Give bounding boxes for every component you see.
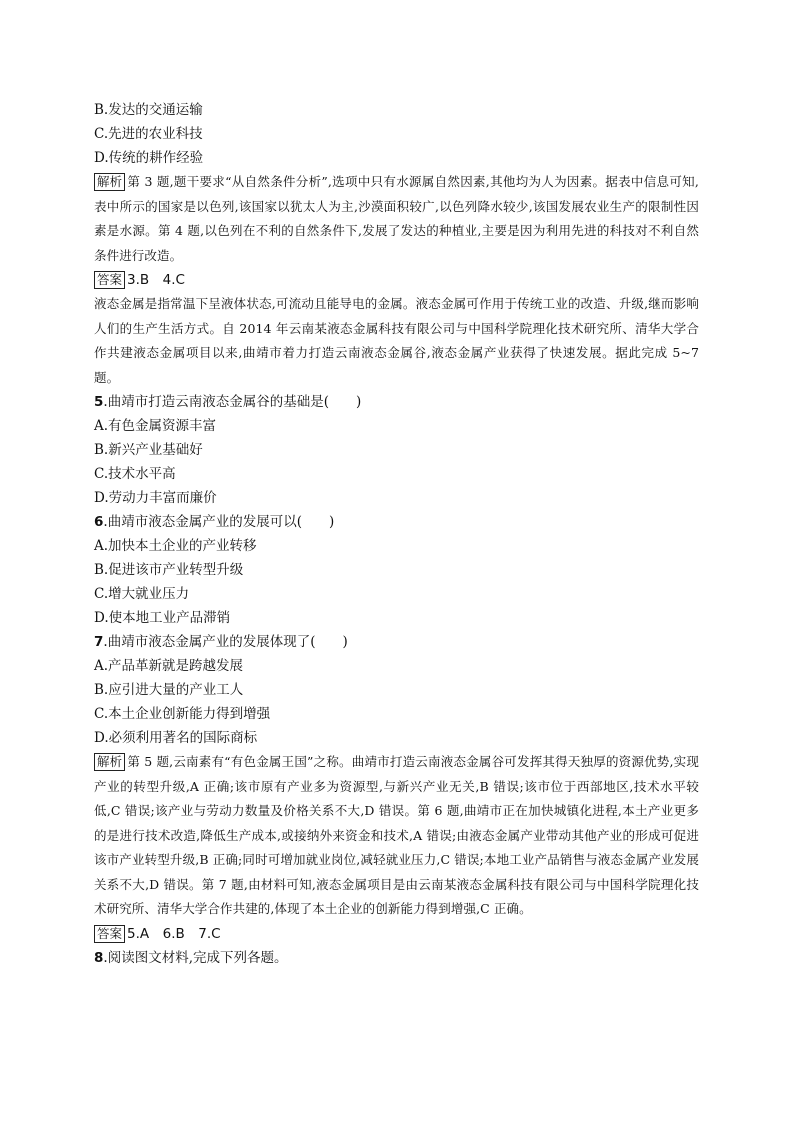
- option-line: D.必须利用著名的国际商标: [94, 730, 258, 746]
- question-number: 8: [94, 949, 104, 966]
- question-6-stem: [94, 510, 699, 534]
- option-line: B.促进该市产业转型升级: [94, 562, 244, 578]
- answer-text: 5.A 6.B 7.C: [127, 925, 221, 942]
- answer-label: 答案: [94, 271, 125, 289]
- question-text: .曲靖市打造云南液态金属谷的基础是( ): [103, 394, 362, 410]
- analysis-text: 第 3 题,题干要求“从自然条件分析”,选项中只有水源属自然因素,其他均为人为因素。据表中信息可知,表中所示的国家是以色列,该国家以犹太人为主,沙漠面积较广,以色列降水较少,该国发展农业生产的限制性因素是水源。第 4 题,以色列在不利的自然条件下,发展了发达的种植业,主要是因为利用先进的科技对不利自然条件进行改造。: [94, 174, 699, 263]
- option-line: C.增大就业压力: [94, 586, 190, 602]
- option-line: D.传统的耕作经验: [94, 150, 204, 166]
- question-8-stem: [94, 946, 699, 970]
- answer-block: [94, 922, 699, 946]
- option-line: D.使本地工业产品滞销: [94, 610, 231, 626]
- option-line: A.加快本土企业的产业转移: [94, 538, 257, 554]
- analysis-block: [94, 750, 699, 922]
- question-5-stem: [94, 390, 699, 414]
- option-line: C.技术水平高: [94, 466, 176, 482]
- question-text: .曲靖市液态金属产业的发展体现了( ): [103, 634, 348, 650]
- analysis-label: 解析: [94, 753, 125, 771]
- question-number: 7: [94, 634, 104, 650]
- question-text: .曲靖市液态金属产业的发展可以( ): [103, 514, 335, 530]
- option-line: B.发达的交通运输: [94, 102, 203, 118]
- question-number: 5: [94, 394, 104, 410]
- option-line: B.应引进大量的产业工人: [94, 682, 244, 698]
- answer-block: [94, 268, 699, 292]
- analysis-block: [94, 170, 699, 268]
- question-number: 6: [94, 514, 104, 530]
- answer-label: 答案: [94, 925, 125, 943]
- analysis-text: 第 5 题,云南素有“有色金属王国”之称。曲靖市打造云南液态金属谷可发挥其得天独厚的资源优势,实现产业的转型升级,A 正确;该市原有产业多为资源型,与新兴产业无关,B 错误;该市位于西部地区,技术水平较低,C 错误;该产业与劳动力数量及价格关系不大,D 错误。第 6 题,曲靖市正在加快城镇化进程,本土产业更多的是进行技术改造,降低生产成本,或接纳外来资金和技术,A 错误;由液态金属产业带动其他产业的形成可促进该市产业转型升级,B 正确;同时可增加就业岗位,减轻就业压力,C 错误;本地工业产品销售与液态金属产业发展关系不大,D 错误。第 7 题,由材料可知,液态金属项目是由云南某液态金属科技有限公司与中国科学院理化技术研究所、清华大学合作共建的,体现了本土企业的创新能力得到增强,C 正确。: [94, 754, 699, 916]
- option-line: B.新兴产业基础好: [94, 442, 203, 458]
- option-line: C.本土企业创新能力得到增强: [94, 706, 271, 722]
- question-text: .阅读图文材料,完成下列各题。: [103, 949, 288, 966]
- analysis-label: 解析: [94, 173, 125, 191]
- option-line: A.产品革新就是跨越发展: [94, 658, 244, 674]
- answer-text: 3.B 4.C: [127, 272, 185, 288]
- page-content: [94, 98, 699, 970]
- option-line: A.有色金属资源丰富: [94, 418, 217, 434]
- option-line: C.先进的农业科技: [94, 126, 203, 142]
- question-7-stem: [94, 630, 699, 654]
- option-line: D.劳动力丰富而廉价: [94, 490, 217, 506]
- material-paragraph: 液态金属是指常温下呈液体状态,可流动且能导电的金属。液态金属可作用于传统工业的改造、升级,继而影响人们的生产生活方式。自 2014 年云南某液态金属科技有限公司与中国科学院理化技术研究所、清华大学合作共建液态金属项目以来,曲靖市着力打造云南液态金属谷,液态金属产业获得了快速发展。据此完成 5~7 题。: [94, 296, 699, 385]
